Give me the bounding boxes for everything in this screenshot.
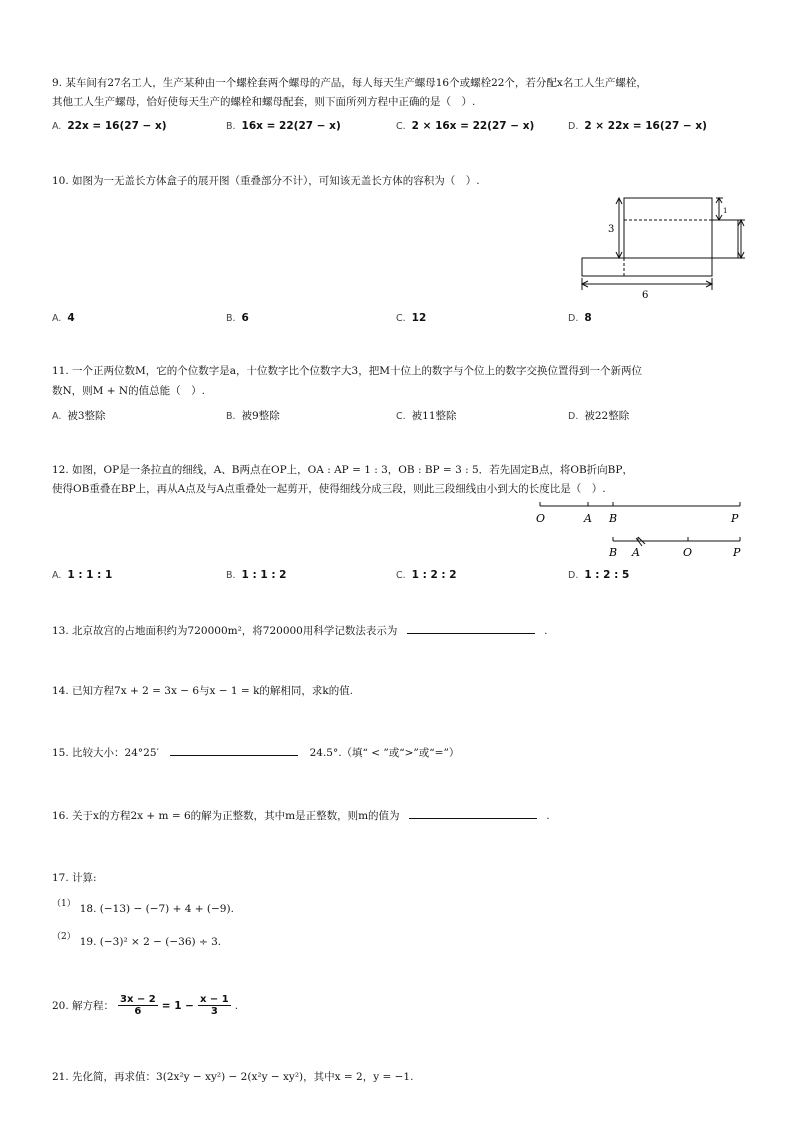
label-top-p: P: [731, 512, 739, 525]
q15-end: 24.5°.（填“ < ”或“>”或“=”）: [309, 747, 460, 759]
q12-line1: 12. 如图，OP是一条拉直的细线，A、B两点在OP上，OA : AP = 1 : 3，OB : BP = 3 : 5．若先固定B点，将OB折向BP，: [52, 464, 633, 476]
q9-options: [52, 120, 742, 138]
q15: [52, 743, 459, 763]
q9-line2: 其他工人生产螺母，恰好使每天生产的螺栓和螺母配套，则下面所列方程中正确的是（ ）.: [52, 96, 476, 108]
q9-option-c[interactable]: C. 2 × 16x = 22(27 − x): [396, 120, 535, 132]
q15-text: 15. 比较大小：24°25′: [52, 747, 159, 759]
q16: [52, 806, 550, 826]
q11-line1: 11. 一个正两位数M，它的个位数字是a，十位数字比个位数字大3，把M十位上的数字与个位上的数字交换位置得到一个新两位: [52, 365, 642, 377]
label-top-a: A: [584, 512, 592, 525]
q21-text: 21. 先化简，再求值：3(2x²y − xy²) − 2(x²y − xy²)，其中x = 2，y = −1.: [52, 1071, 414, 1083]
q9-line1: 9. 某车间有27名工人，生产某种由一个螺栓套两个螺母的产品，每人每天生产螺母16个或螺栓22个，若分配x名工人生产螺栓，: [52, 77, 647, 89]
q13-end: .: [544, 625, 548, 637]
q10-option-a[interactable]: A. 4: [52, 312, 75, 324]
q16-end: .: [546, 810, 550, 822]
q10-line1: 10. 如图为一无盖长方体盒子的展开图（重叠部分不计），可知该无盖长方体的容积为（ ）.: [52, 175, 480, 187]
q9-option-a[interactable]: A. 22x = 16(27 − x): [52, 120, 167, 132]
q19-subnum: （2）: [52, 932, 76, 942]
label-top-b: B: [609, 512, 618, 525]
net-base: [582, 258, 712, 276]
q16-answer-blank[interactable]: [409, 806, 537, 819]
q11-line2: 数N，则M + N的值总能（ ）.: [52, 385, 205, 397]
q19-text: 19. (−3)² × 2 − (−36) ÷ 3.: [79, 936, 222, 948]
q18: [52, 899, 234, 915]
label-bottom-o: O: [683, 546, 693, 559]
q20-denominator-1: 6: [134, 1006, 142, 1017]
q12-options: [52, 569, 742, 587]
q13-answer-blank[interactable]: [407, 621, 535, 634]
q11-option-d[interactable]: D. 被22整除: [568, 410, 630, 422]
q20-denominator-2: 3: [210, 1006, 218, 1017]
label-1: 1: [723, 207, 728, 215]
label-top-o: O: [536, 512, 546, 525]
q11-options: [52, 408, 742, 426]
q20-middle: = 1 −: [161, 999, 194, 1012]
q12-option-c[interactable]: C. 1 : 2 : 2: [396, 569, 457, 581]
q12-option-d[interactable]: D. 1 : 2 : 5: [568, 569, 630, 581]
q10-box-net-figure: [575, 190, 750, 300]
q11-option-c[interactable]: C. 被11整除: [396, 410, 457, 422]
q13-text: 13. 北京故宫的占地面积约为720000m²，将720000用科学记数法表示为: [52, 625, 398, 637]
q11-option-a[interactable]: A. 被3整除: [52, 410, 106, 422]
q20-fraction-2: [198, 994, 231, 1017]
q10-option-d[interactable]: D. 8: [568, 312, 592, 324]
q9-option-d[interactable]: D. 2 × 22x = 16(27 − x): [568, 120, 707, 132]
q20-numerator-2: x − 1: [199, 994, 229, 1005]
q20: [52, 994, 238, 1017]
q10-options: [52, 312, 742, 330]
q17-text: 17. 计算:: [52, 872, 97, 884]
q9-option-b[interactable]: B. 16x = 22(27 − x): [226, 120, 341, 132]
q18-text: 18. (−13) − (−7) + 4 + (−9).: [79, 903, 234, 915]
q19: [52, 932, 222, 948]
q12-option-b[interactable]: B. 1 : 1 : 2: [226, 569, 287, 581]
label-bottom-a: A: [632, 546, 640, 559]
label-bottom-b: B: [609, 546, 618, 559]
q20-label: 20. 解方程：: [52, 1000, 115, 1012]
net-body: [624, 198, 712, 258]
q12-string-figure: [530, 498, 745, 560]
q12-option-a[interactable]: A. 1 : 1 : 1: [52, 569, 113, 581]
q10-option-b[interactable]: B. 6: [226, 312, 249, 324]
q13: [52, 621, 547, 641]
q15-answer-blank[interactable]: [170, 743, 298, 756]
q18-subnum: （1）: [52, 899, 76, 909]
q16-text: 16. 关于x的方程2x + m = 6的解为正整数，其中m是正整数，则m的值为: [52, 810, 400, 822]
q11-option-b[interactable]: B. 被9整除: [226, 410, 280, 422]
label-3: 3: [608, 224, 615, 235]
q14-text: 14. 已知方程7x + 2 = 3x − 6与x − 1 = k的解相同，求k的值.: [52, 685, 354, 697]
label-bottom-p: P: [733, 546, 741, 559]
q12-line2: 使得OB重叠在BP上，再从A点及与A点重叠处一起剪开，使得细线分成三段，则此三段细线由小到大的长度比是（ ）.: [52, 483, 606, 495]
q20-fraction-1: [118, 994, 158, 1017]
q20-end: .: [234, 999, 239, 1012]
label-6: 6: [642, 290, 649, 300]
q20-numerator-1: 3x − 2: [120, 994, 156, 1005]
q10-option-c[interactable]: C. 12: [396, 312, 427, 324]
